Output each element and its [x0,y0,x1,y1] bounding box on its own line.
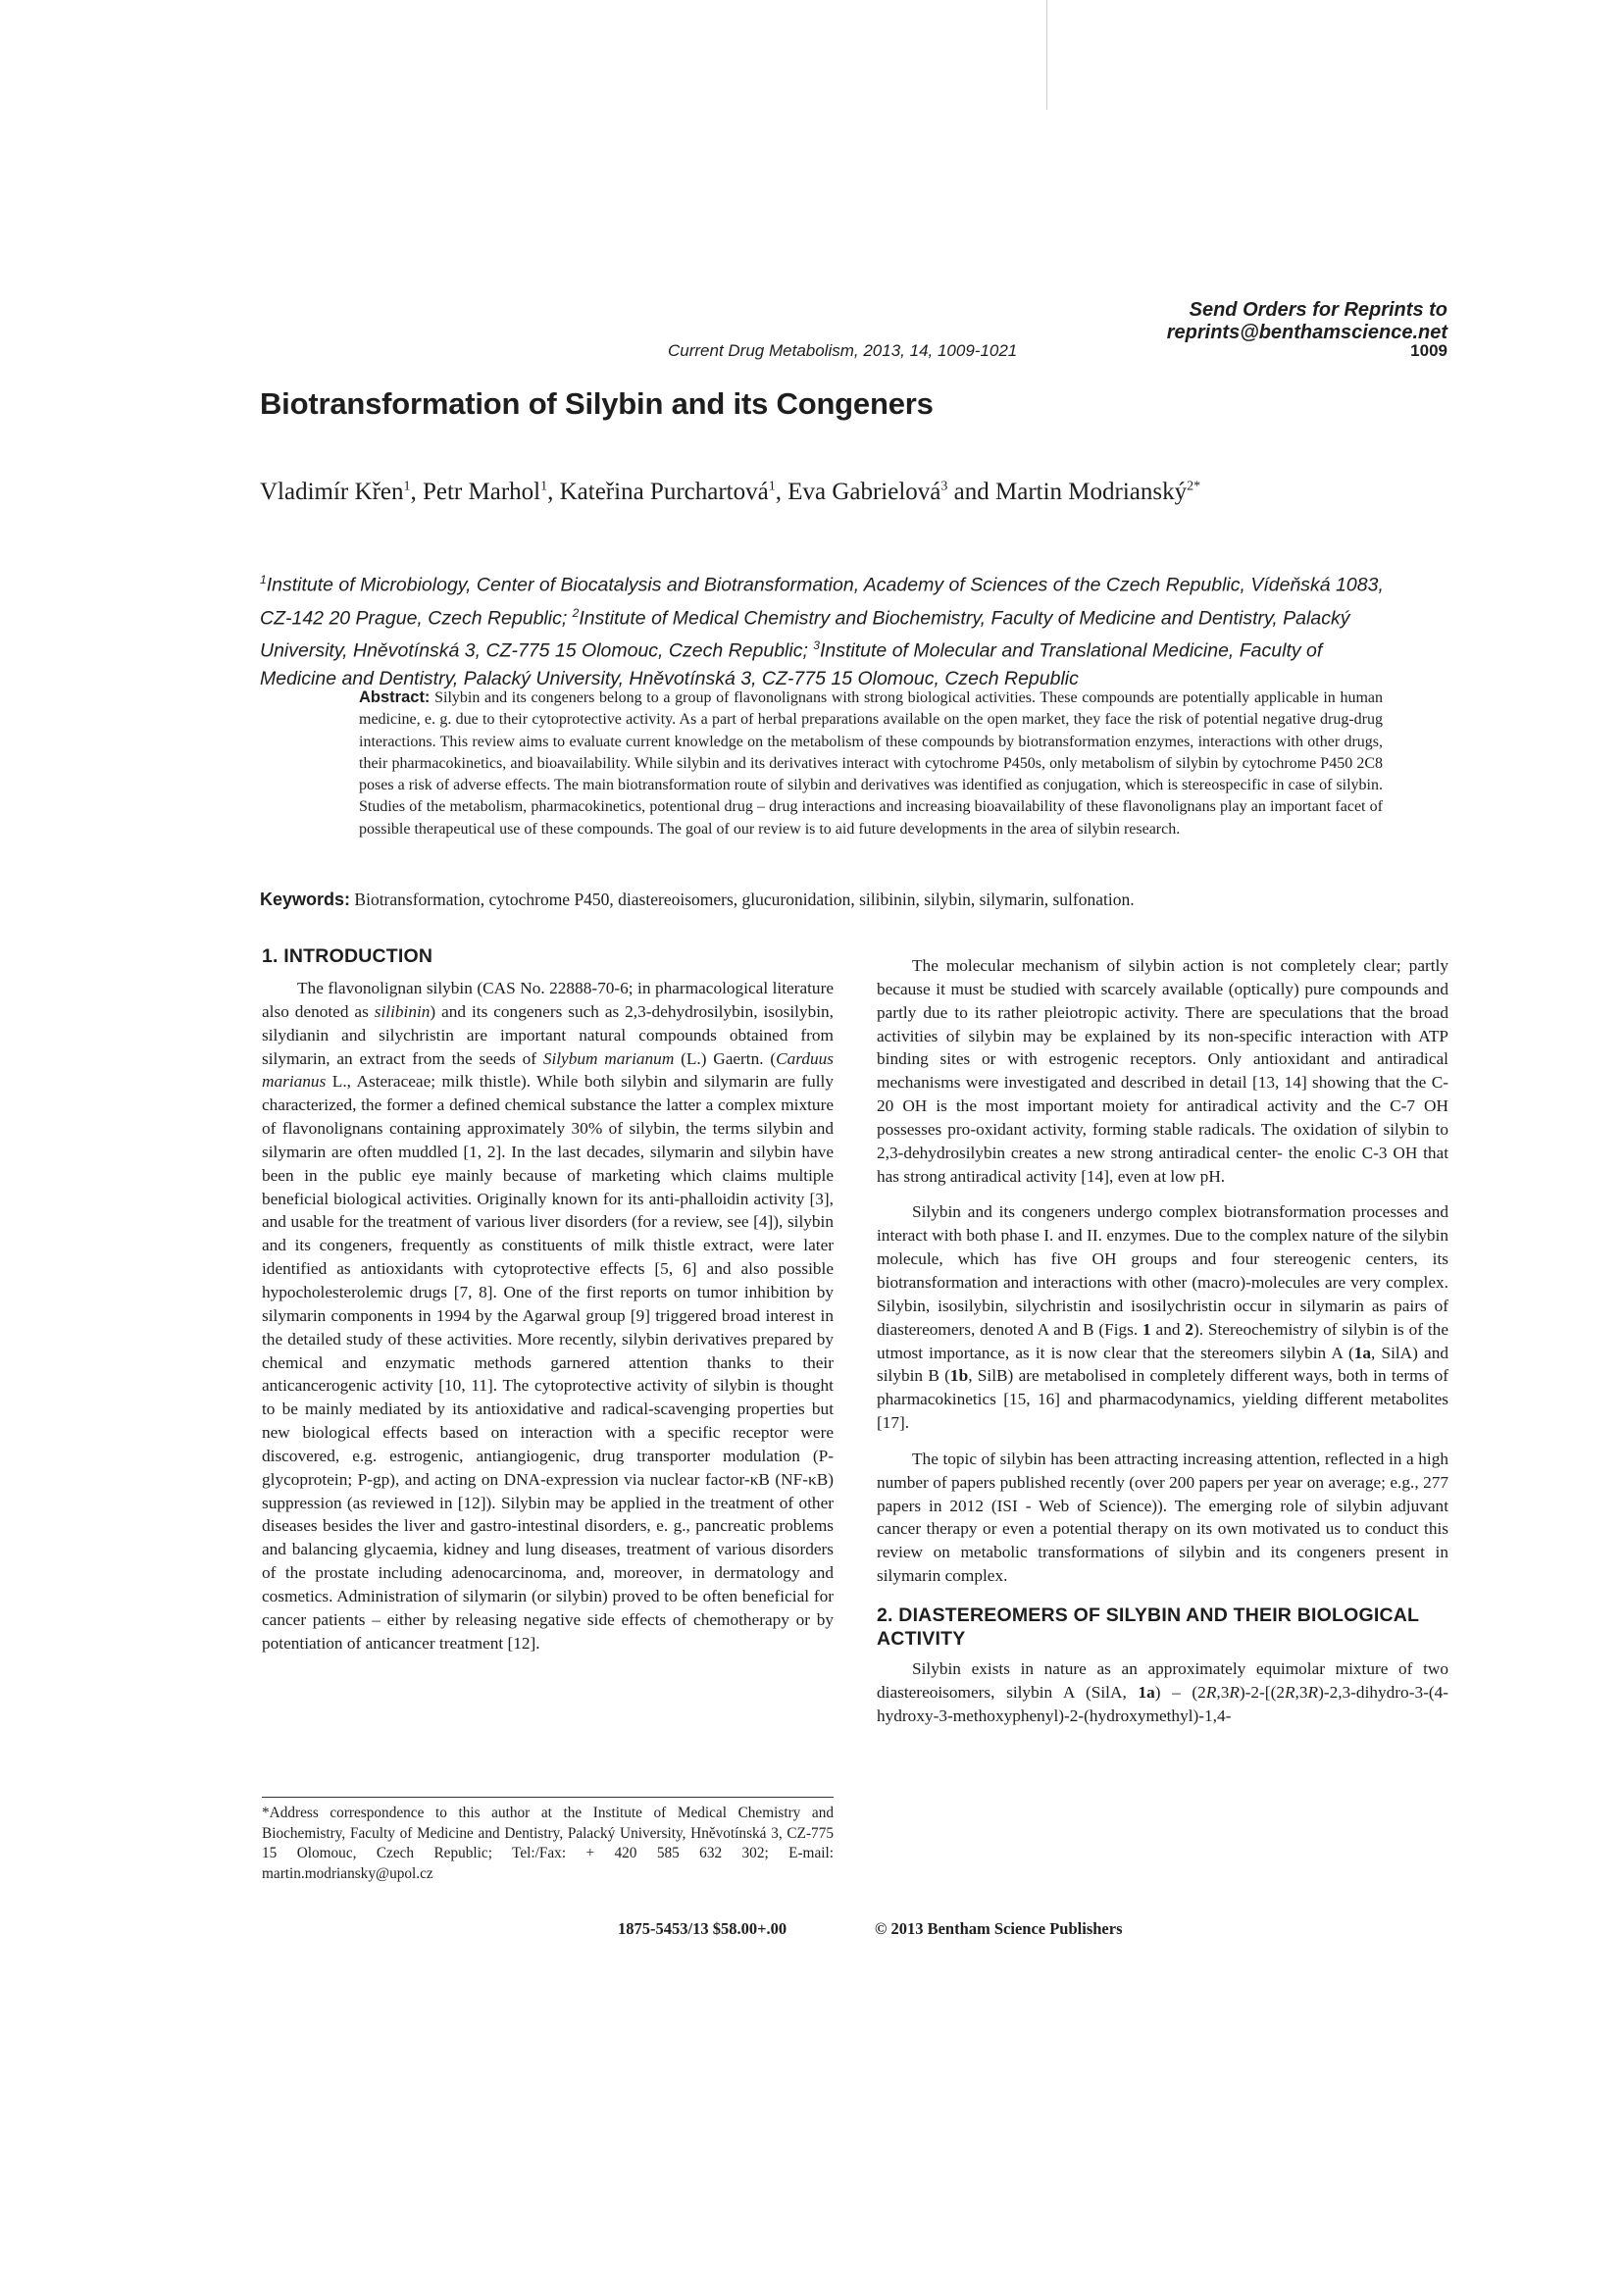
affiliation-mark: 1 [260,573,267,586]
copyright: © 2013 Bentham Science Publishers [875,1919,1123,1938]
author-separator: , [547,479,560,505]
paragraph-text: , SilB) are metabolised in completely different ways, both in terms of pharmacokinetics [15, 16] and pharmacodynamics, yielding different metabolites [17]. [877,1366,1448,1433]
author-name: Petr Marhol [422,479,541,505]
author-name: Vladimír Křen [260,479,404,505]
compound-ref: 1b [949,1366,969,1386]
scan-edge-line [1046,0,1047,110]
reprints-notice: Send Orders for Reprints to reprints@benthamscience.net [1166,299,1447,343]
left-column [262,944,834,1655]
paragraph-text: )-2,3-dihydro-3-(4-hydroxy-3-methoxyphenyl)-2-(hydroxymethyl)-1,4- [877,1682,1448,1725]
paragraph-text: ) and its congeners such as 2,3-dehydrosilybin, isosilybin, silydianin and silychristin are important natural compounds obtained from silymarin, an extract from the seeds of [262,1001,835,1068]
author-affiliation-mark: 3 [940,479,948,494]
affiliation-1: Institute of Microbiology, Center of Biocatalysis and Biotransformation, Academy of Sciences of the Czech Republic, Vídeňská 1083, CZ-142 20 Prague, Czech Republic; [260,574,1384,629]
affiliations [260,566,1388,692]
author-separator: and [947,479,996,505]
article-title: Biotransformation of Silybin and its Congeners [260,386,934,421]
page-number: 1009 [1410,341,1447,360]
figure-ref: 2 [1185,1319,1193,1339]
paragraph [262,977,834,1655]
author-affiliation-mark: 1 [540,479,548,494]
figure-ref: 1 [1142,1319,1151,1339]
paragraph-text: ). Stereochemistry of silybin is of the utmost importance, as it is now clear that the stereomers silybin A ( [877,1319,1448,1362]
keywords-label: Keywords: [260,890,351,909]
section-heading: 2. DIASTEREOMERS OF SILYBIN AND THEIR BIOLOGICAL ACTIVITY [877,1604,1419,1650]
author-affiliation-mark: 1 [403,479,411,494]
author-name: Kateřina Purchartová [559,479,769,505]
paragraph-text: )-2-[(2 [1239,1682,1285,1702]
paragraph-text: ,3 [1294,1682,1308,1702]
paragraph-italic: Silybum marianum [542,1048,675,1068]
paragraph-italic: Carduus marianus [262,1048,834,1092]
paragraph-text: Silybin and its congeners undergo complex biotransformation processes and interact with both phase I. and II. enzymes. Due to the complex nature of the silybin molecule, which has five OH groups and four stereogenic centers, its biotransformation and interactions with other (macro)-molecules are very complex. Silybin, isosilybin, silychristin and isosilychristin occur in silymarin as pairs of diastereomers, denoted A and B (Figs. [877,1202,1448,1339]
abstract-text: Silybin and its congeners belong to a group of flavonolignans with strong biological activities. These compounds are potentially applicable in human medicine, e. g. due to their cytoprotective activity. As a part of herbal preparations available on the open market, they face the risk of potential negative drug-drug interactions. This review aims to evaluate current knowledge on the metabolism of these compounds by biotransformation enzymes, interactions with other drugs, their pharmacokinetics, and bioavailability. While silybin and its derivatives interact with cytochrome P450s, only metabolism of silybin by cytochrome P450 2C8 poses a risk of adverse effects. The main biotransformation route of silybin and derivatives was identified as conjugation, which is stereospecific in case of silybin. Studies of the metabolism, pharmacokinetics, potentional drug – drug interactions and increasing bioavailability of these flavonolignans play an important facet of possible therapeutical use of these compounds. The goal of our review is to aid future developments in the area of silybin research. [359,689,1384,838]
paragraph-text: ,3 [1216,1682,1230,1702]
author-affiliation-mark: 1 [768,479,776,494]
paragraph-italic: R [1284,1682,1295,1702]
paragraph: The molecular mechanism of silybin action is not completely clear; partly because it must be studied with scarcely available (optically) pure compounds and partly due to its rather pleiotropic activity. There are speculations that the broad activities of silybin may be explained by its non-specific interaction with ATP binding sites or with estrogenic receptors. Only antioxidant and antiradical mechanisms were investigated and described in detail [13, 14] showing that the C-20 OH is the most important moiety for antiradical activity and the C-7 OH possesses pro-oxidant activity, forming stable radicals. The oxidation of silybin to 2,3-dehydrosilybin creates a new strong antiradical center- the enolic C-3 OH that has strong antiradical activity [14], even at low pH. [877,956,1448,1186]
compound-ref: 1a [1138,1682,1155,1702]
author-name: Martin Modrianský [995,479,1188,505]
abstract [359,687,1383,840]
author-list [260,479,1200,506]
paragraph [877,1657,1448,1728]
section-heading: 1. INTRODUCTION [262,945,433,967]
paragraph-italic: silibinin [374,1001,431,1021]
footnote-rule [262,1797,834,1798]
affiliation-mark: 2 [572,605,580,620]
compound-ref: 1a [1353,1343,1372,1362]
paragraph-text: (L.) Gaertn. ( [674,1048,777,1068]
journal-citation: Current Drug Metabolism, 2013, 14, 1009-1021 [668,341,1018,360]
author-affiliation-mark: 2* [1187,479,1201,494]
correspondence-footnote: *Address correspondence to this author at the Institute of Medical Chemistry and Biochemistry, Faculty of Medicine and Dentistry, Palacký University, Hněvotínská 3, CZ-775 15 Olomouc, Czech Republic; Tel:/Fax: + 420 585 632 302; E-mail: martin.modriansky@upol.cz [262,1805,834,1882]
paragraph-italic: R [1307,1682,1319,1702]
abstract-label: Abstract: [359,688,431,706]
right-column [877,942,1448,1727]
paragraph-text: L., Asteraceae; milk thistle). While both silybin and silymarin are fully characterized, the former a defined chemical substance the latter a complex mixture of flavonolignans containing approximately 30% of silybin, the terms silybin and silymarin are often muddled [1, 2]. In the last decades, silymarin and silybin have been in the public eye mainly because of marketing which claims multiple beneficial biological activities. Originally known for its anti-phalloidin activity [3], and usable for the treatment of various liver disorders (for a review, see [4]), silybin and its congeners, frequently as constituents of milk thistle extract, were later identified as antioxidants with cytoprotective effects [5, 6] and also possible hypocholesterolemic drugs [7, 8]. One of the first reports on tumor inhibition by silymarin components in 1994 by the Agarwal group [9] triggered broad interest in the detailed study of these activities. More recently, silybin derivatives prepared by chemical and enzymatic methods garnered attention thanks to their anticancerogenic activity [10, 11]. The cytoprotective activity of silybin is thought to be mainly mediated by its antioxidative and radical-scavenging properties but new biological effects based on interaction with a specific receptor were discovered, e.g. estrogenic, antiangiogenic, drug transporter modulation (P-glycoprotein; P-gp), and acting on DNA-expression via nuclear factor-κB (NF-κB) suppression (as reviewed in [12]). Silybin may be applied in the treatment of other diseases besides the liver and gastro-intestinal disorders, e. g., pancreatic problems and balancing glycaemia, kidney and lung diseases, treatment of various disorders of the prostate including adenocarcinoma, and, moreover, in dermatology and cosmetics. Administration of silymarin (or silybin) proved to be often beneficial for cancer patients – either by releasing negative side effects of chemotherapy or by potentiation of anticancer treatment [12]. [262,1072,834,1653]
paragraph: The topic of silybin has been attracting increasing attention, reflected in a high number of papers published recently (over 200 papers per year on average; e.g., 277 papers in 2012 (ISI - Web of Science)). The emerging role of silybin adjuvant cancer therapy or even a potential therapy on its own motivated us to conduct this review on metabolic transformations of silybin and its congeners present in silymarin complex. [877,1449,1448,1586]
affiliation-mark: 3 [813,638,820,652]
author-name: Eva Gabrielová [787,479,941,505]
paragraph [877,1200,1448,1434]
paragraph-italic: R [1229,1682,1240,1702]
keywords-text: Biotransformation, cytochrome P450, diastereoisomers, glucuronidation, silibinin, silybin, silymarin, sulfonation. [354,890,1135,909]
author-separator: , [410,479,423,505]
keywords [260,890,1437,910]
author-separator: , [775,479,788,505]
paragraph-text: Silybin exists in nature as an approximately equimolar mixture of two diastereoisomers, silybin A (SilA, [877,1658,1448,1702]
paragraph-text: and [1150,1319,1186,1339]
paragraph-text: , SilA) and silybin B ( [877,1343,1448,1386]
affiliation-3: Institute of Molecular and Translational Medicine, Faculty of Medicine and Dentistry, Palacký University, Hněvotínská 3, CZ-775 15 Olomouc, Czech Republic [260,639,1323,689]
paragraph-italic: R [1205,1682,1217,1702]
paragraph-text: The flavonolignan silybin (CAS No. 22888-70-6; in pharmacological literature also denoted as [262,979,834,1021]
issn-price: 1875-5453/13 $58.00+.00 [618,1919,787,1938]
affiliation-2: Institute of Medical Chemistry and Biochemistry, Faculty of Medicine and Dentistry, Palacký University, Hněvotínská 3, CZ-775 15 Olomouc, Czech Republic; [260,607,1350,662]
paragraph-text: ) – (2 [1154,1682,1206,1702]
